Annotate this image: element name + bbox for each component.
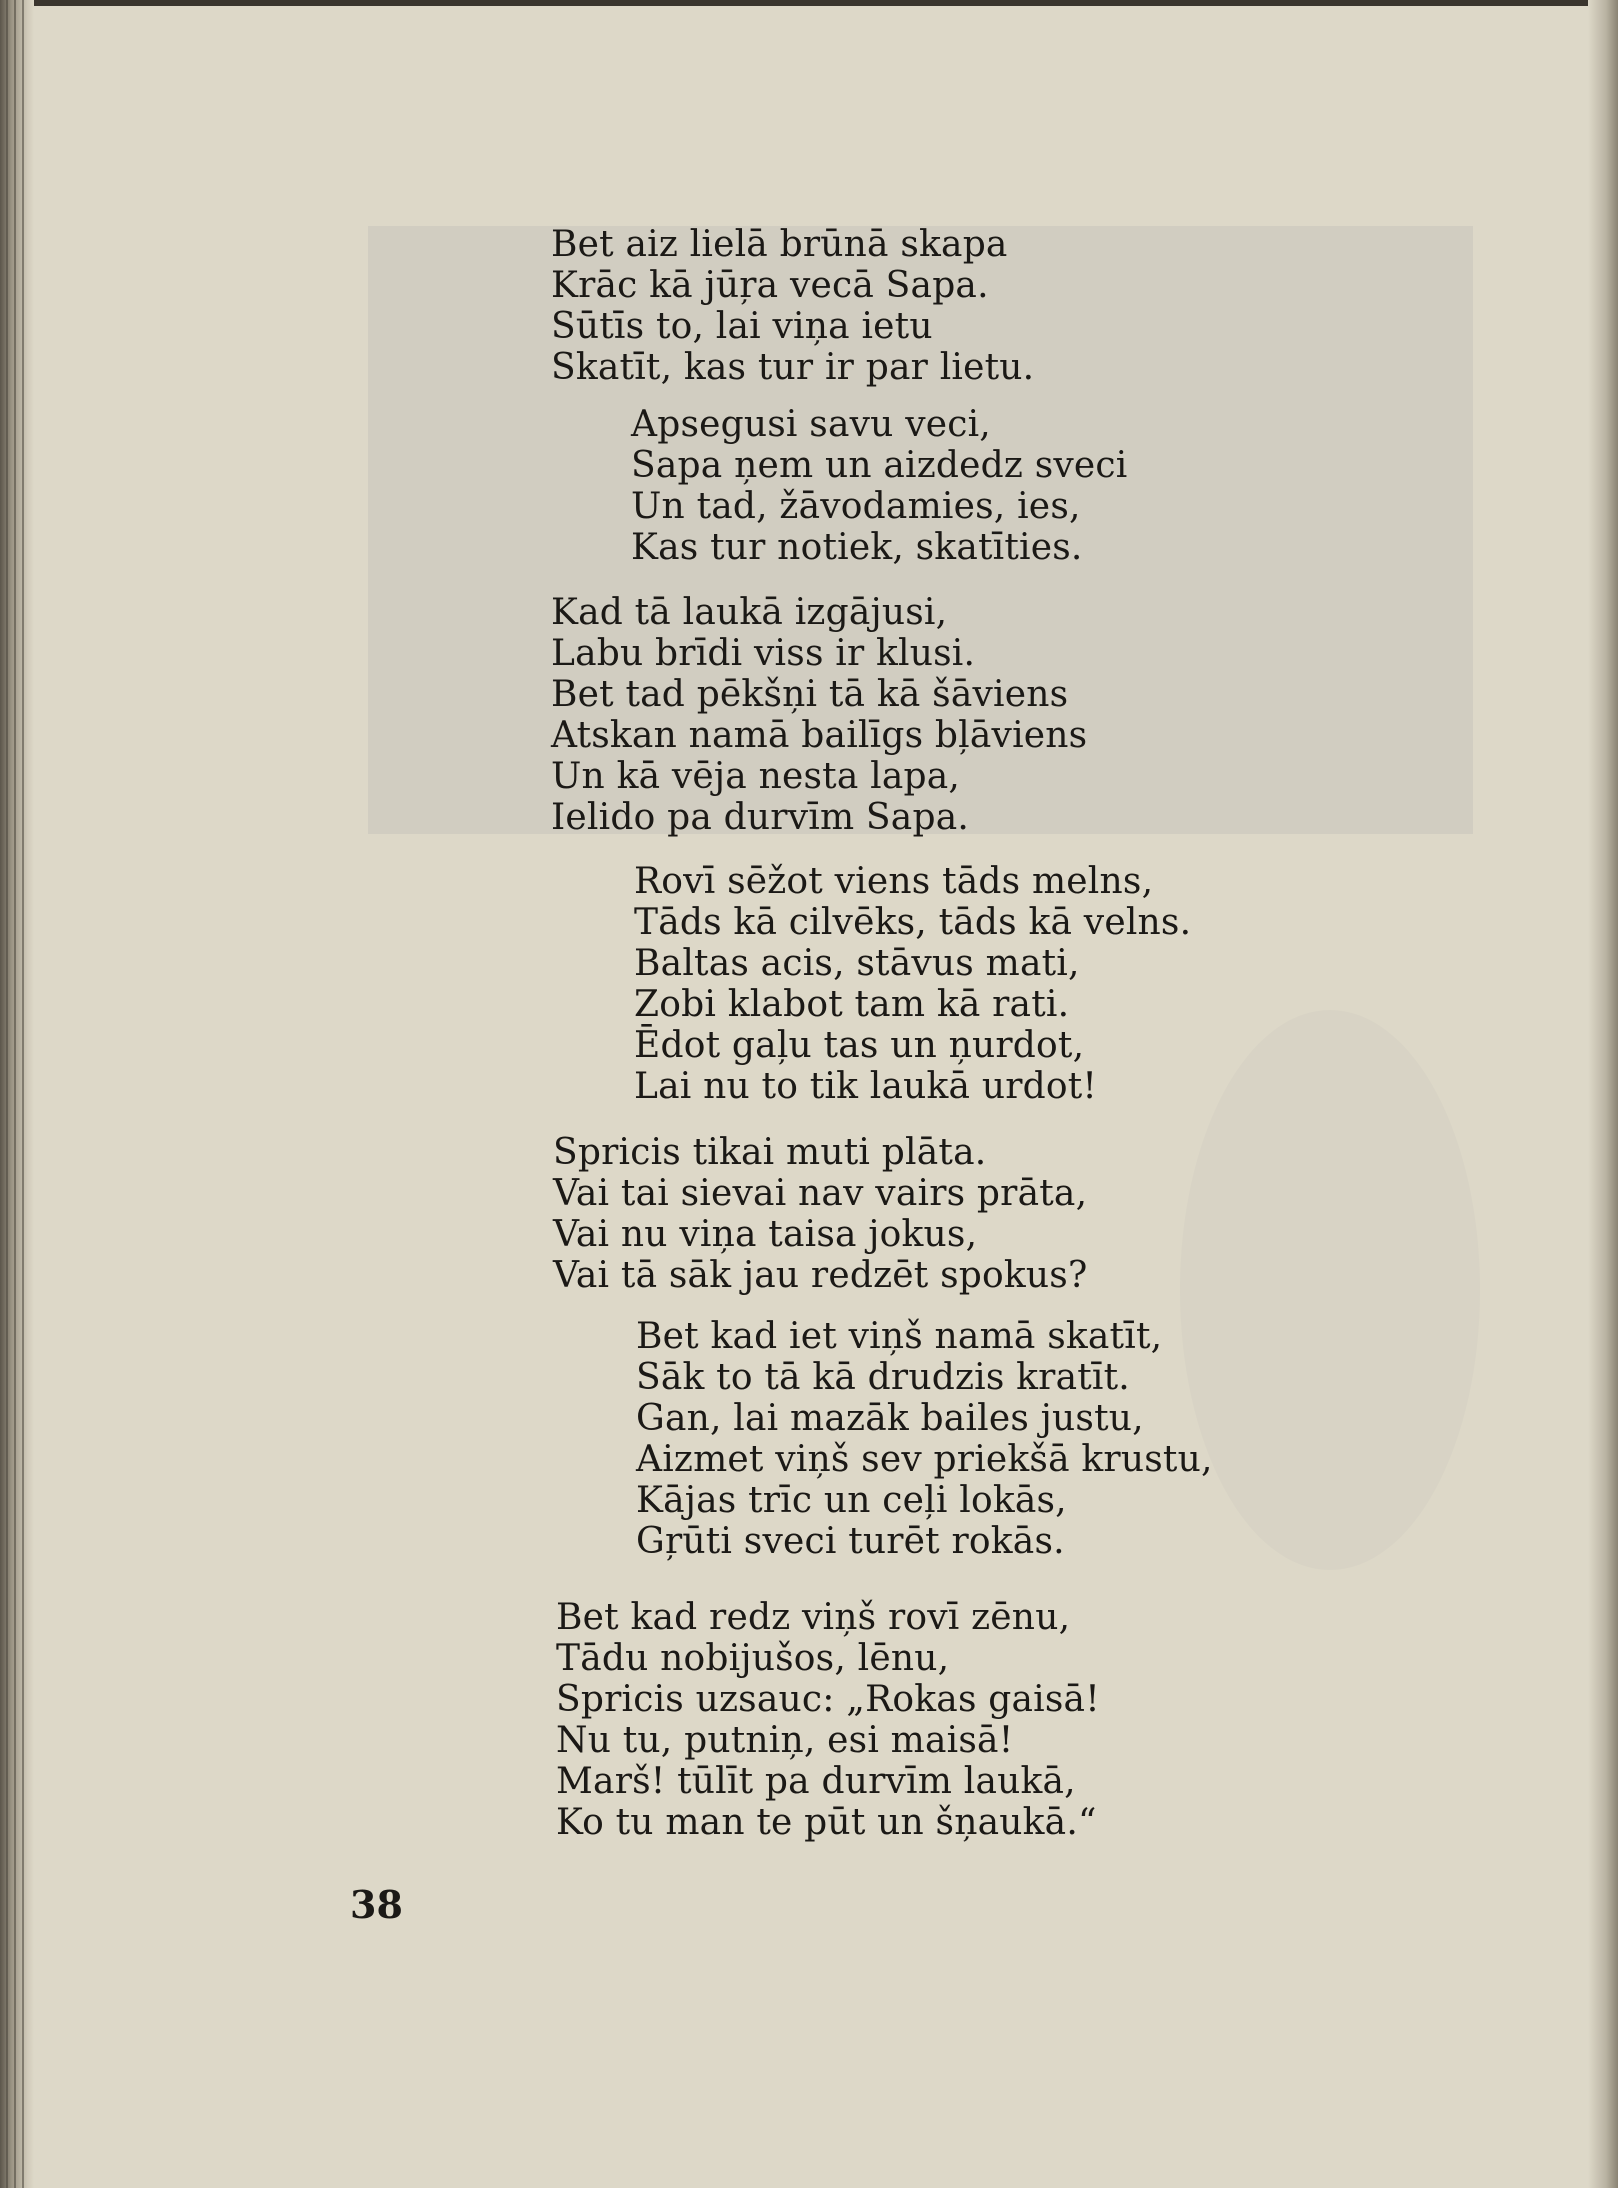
stanza-2: [631, 404, 1128, 568]
verse-line: Tādu nobijušos, lēnu,: [556, 1638, 950, 1679]
verse-line: Bet aiz lielā brūnā skapa: [551, 224, 1008, 265]
verse-line: Ko tu man te pūt un šņaukā.“: [556, 1802, 1097, 1843]
stanza-3: [551, 592, 1087, 838]
verse-line: Kas tur notiek, skatīties.: [631, 527, 1083, 568]
verse-line: Ielido pa durvīm Sapa.: [551, 797, 970, 838]
verse-line: Rovī sēžot viens tāds melns,: [634, 861, 1154, 902]
verse-line: Gŗūti sveci turēt rokās.: [636, 1521, 1065, 1562]
verse-line: Spricis uzsauc: „Rokas gaisā!: [556, 1679, 1100, 1720]
stanza-6: [636, 1316, 1213, 1562]
verse-line: Sūtīs to, lai viņa ietu: [551, 306, 933, 347]
verse-line: Aizmet viņš sev priekšā krustu,: [636, 1439, 1213, 1480]
verse-line: Vai tai sievai nav vairs prāta,: [553, 1173, 1088, 1214]
verse-line: Tāds kā cilvēks, tāds kā velns.: [634, 902, 1192, 943]
verse-line: Bet kad iet viņš namā skatīt,: [636, 1316, 1163, 1357]
verse-line: Zobi klabot tam kā rati.: [634, 984, 1070, 1025]
verse-line: Lai nu to tik laukā urdot!: [634, 1066, 1098, 1107]
verse-line: Vai nu viņa taisa jokus,: [553, 1214, 978, 1255]
verse-line: Apsegusi savu veci,: [631, 404, 991, 445]
stanza-7: [556, 1597, 1100, 1843]
verse-line: Nu tu, putniņ, esi maisā!: [556, 1720, 1014, 1761]
verse-line: Baltas acis, stāvus mati,: [634, 943, 1080, 984]
page-number: 38: [350, 1882, 403, 1927]
verse-line: Bet tad pēkšņi tā kā šāviens: [551, 674, 1069, 715]
verse-line: Vai tā sāk jau redzēt spokus?: [553, 1255, 1088, 1296]
verse-line: Atskan namā bailīgs bļāviens: [551, 715, 1088, 756]
verse-line: Labu brīdi viss ir klusi.: [551, 633, 976, 674]
verse-line: Sāk to tā kā drudzis kratīt.: [636, 1357, 1130, 1398]
stanza-5: [553, 1132, 1087, 1296]
verse-line: Marš! tūlīt pa durvīm laukā,: [556, 1761, 1076, 1802]
verse-line: Krāc kā jūŗa vecā Sapa.: [551, 265, 989, 306]
stanza-4: [634, 861, 1191, 1107]
verse-line: Ēdot gaļu tas un ņurdot,: [634, 1025, 1085, 1066]
verse-line: Sapa ņem un aizdedz sveci: [631, 445, 1128, 486]
verse-line: Skatīt, kas tur ir par lietu.: [551, 347, 1035, 388]
verse-line: Kājas trīc un ceļi lokās,: [636, 1480, 1067, 1521]
verse-line: Un kā vēja nesta lapa,: [551, 756, 961, 797]
verse-line: Kad tā laukā izgājusi,: [551, 592, 948, 633]
verse-line: Gan, lai mazāk bailes justu,: [636, 1398, 1144, 1439]
verse-line: Bet kad redz viņš rovī zēnu,: [556, 1597, 1071, 1638]
verse-line: Un tad, žāvodamies, ies,: [631, 486, 1081, 527]
verse-line: Spricis tikai muti plāta.: [553, 1132, 987, 1173]
stanza-1: [551, 224, 1034, 388]
